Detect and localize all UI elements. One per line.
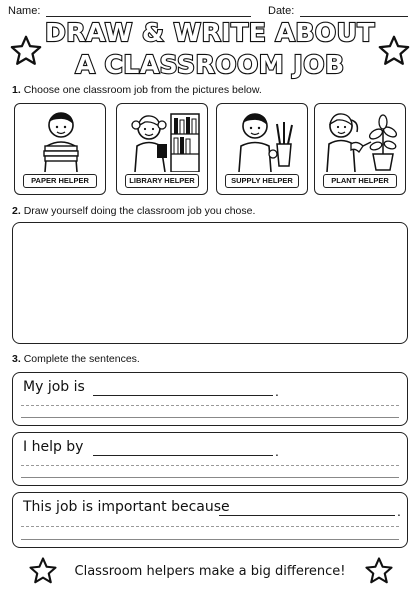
name-field-line[interactable]	[46, 16, 251, 17]
writing-guide-line	[21, 465, 399, 466]
star-icon-bottom-right	[364, 556, 394, 586]
sentence-2-prompt: I help by	[23, 439, 84, 455]
job-label-library-helper: LIBRARY HELPER	[125, 174, 199, 188]
footer-message: Classroom helpers make a big difference!	[74, 564, 346, 579]
name-label: Name:	[8, 5, 41, 17]
job-card-paper-helper[interactable]	[14, 103, 106, 195]
sentence-1-blank[interactable]	[93, 395, 273, 396]
writing-base-line	[21, 477, 399, 478]
job-card-supply-helper[interactable]	[216, 103, 308, 195]
writing-base-line	[21, 417, 399, 418]
writing-base-line	[21, 539, 399, 540]
title-line-1: DRAW & WRITE ABOUT	[45, 18, 375, 47]
sentence-box-1[interactable]	[12, 372, 408, 426]
question-3: 3. Complete the sentences.	[12, 353, 140, 365]
girl-watering-plant-icon	[321, 108, 401, 172]
question-2: 2. Draw yourself doing the classroom job you chose.	[12, 205, 256, 217]
sentence-3-period: .	[397, 503, 401, 519]
sentence-2-period: .	[275, 443, 279, 459]
sentence-2-blank[interactable]	[93, 455, 273, 456]
girl-at-bookshelf-icon	[123, 108, 203, 172]
sentence-3-blank[interactable]	[219, 515, 395, 516]
job-label-supply-helper: SUPPLY HELPER	[225, 174, 299, 188]
writing-guide-line	[21, 526, 399, 527]
star-icon-bottom-left	[28, 556, 58, 586]
job-label-paper-helper: PAPER HELPER	[23, 174, 97, 188]
drawing-area[interactable]	[12, 222, 408, 344]
job-card-plant-helper[interactable]	[314, 103, 406, 195]
job-label-plant-helper: PLANT HELPER	[323, 174, 397, 188]
question-1: 1. Choose one classroom job from the pictures below.	[12, 84, 262, 96]
sentence-1-period: .	[275, 383, 279, 399]
date-field-line[interactable]	[300, 16, 408, 17]
title-line-2: A CLASSROOM JOB	[75, 50, 345, 79]
boy-carrying-books-icon	[31, 108, 91, 172]
sentence-1-prompt: My job is	[23, 379, 85, 395]
date-label: Date:	[268, 5, 295, 17]
sentence-box-3[interactable]	[12, 492, 408, 548]
job-card-library-helper[interactable]	[116, 103, 208, 195]
writing-guide-line	[21, 405, 399, 406]
boy-with-pencil-cup-icon	[227, 108, 299, 172]
sentence-box-2[interactable]	[12, 432, 408, 486]
sentence-3-prompt: This job is important because	[23, 499, 230, 515]
